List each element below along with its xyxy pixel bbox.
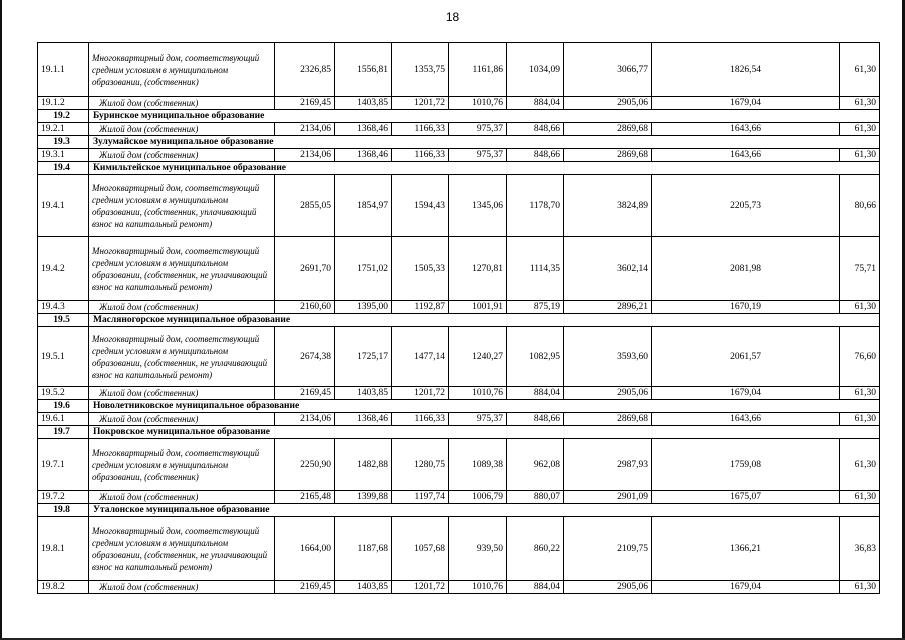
- table-row: [38, 491, 880, 504]
- table-row: [38, 581, 880, 594]
- value-cell-2: 1725,17: [335, 327, 392, 387]
- section-code: 19.5: [38, 314, 89, 327]
- value-cell-3: 1192,87: [392, 301, 449, 314]
- value-cell-3: 1166,33: [392, 149, 449, 162]
- value-cell-6: 2905,06: [564, 387, 652, 400]
- value-cell-4: 1010,76: [449, 581, 507, 594]
- value-cell-8: 61,30: [840, 149, 880, 162]
- value-cell-7: 2061,57: [652, 327, 840, 387]
- value-cell-2: 1403,85: [335, 387, 392, 400]
- row-description: Многоквартирный дом, соответствующий средним условиям в муниципальном образовании, (собственник): [89, 43, 275, 97]
- value-cell-6: 2869,68: [564, 413, 652, 426]
- table-row: [38, 413, 880, 426]
- section-code: 19.6: [38, 400, 89, 413]
- value-cell-8: 61,30: [840, 387, 880, 400]
- value-cell-6: 3824,89: [564, 175, 652, 237]
- value-cell-2: 1403,85: [335, 581, 392, 594]
- value-cell-2: 1482,88: [335, 439, 392, 491]
- scan-left-edge: [0, 0, 2, 640]
- row-description: Жилой дом (собственник): [89, 387, 275, 400]
- row-description: Многоквартирный дом, соответствующий средним условиям в муниципальном образовании, (собственник, не уплачивающий взнос на капитальный ремонт): [89, 237, 275, 301]
- section-title: Покровское муниципальное образование: [89, 426, 880, 439]
- value-cell-1: 2134,06: [275, 413, 335, 426]
- value-cell-3: 1166,33: [392, 123, 449, 136]
- row-code: 19.8.1: [38, 517, 89, 581]
- row-code: 19.1.1: [38, 43, 89, 97]
- section-title: Масляногорское муниципальное образование: [89, 314, 880, 327]
- value-cell-4: 1006,79: [449, 491, 507, 504]
- row-description: Жилой дом (собственник): [89, 123, 275, 136]
- row-code: 19.5.1: [38, 327, 89, 387]
- row-description: Жилой дом (собственник): [89, 413, 275, 426]
- section-title: Зулумайское муниципальное образование: [89, 136, 880, 149]
- table-row: [38, 123, 880, 136]
- value-cell-2: 1368,46: [335, 123, 392, 136]
- value-cell-7: 2205,73: [652, 175, 840, 237]
- value-cell-2: 1368,46: [335, 149, 392, 162]
- row-code: 19.6.1: [38, 413, 89, 426]
- value-cell-6: 2987,93: [564, 439, 652, 491]
- value-cell-8: 61,30: [840, 301, 880, 314]
- row-code: 19.3.1: [38, 149, 89, 162]
- value-cell-2: 1403,85: [335, 97, 392, 110]
- table-row: [38, 439, 880, 491]
- section-header-row: [38, 400, 880, 413]
- section-code: 19.2: [38, 110, 89, 123]
- value-cell-5: 848,66: [507, 123, 564, 136]
- value-cell-1: 2160,60: [275, 301, 335, 314]
- value-cell-3: 1477,14: [392, 327, 449, 387]
- row-code: 19.5.2: [38, 387, 89, 400]
- value-cell-7: 1670,19: [652, 301, 840, 314]
- tariff-table-body: [38, 43, 880, 594]
- row-description: Жилой дом (собственник): [89, 491, 275, 504]
- value-cell-5: 1114,35: [507, 237, 564, 301]
- section-header-row: [38, 136, 880, 149]
- row-code: 19.7.2: [38, 491, 89, 504]
- value-cell-7: 1759,08: [652, 439, 840, 491]
- value-cell-5: 1178,70: [507, 175, 564, 237]
- value-cell-8: 76,60: [840, 327, 880, 387]
- table-row: [38, 327, 880, 387]
- value-cell-1: 2250,90: [275, 439, 335, 491]
- value-cell-3: 1353,75: [392, 43, 449, 97]
- value-cell-3: 1197,74: [392, 491, 449, 504]
- row-code: 19.1.2: [38, 97, 89, 110]
- value-cell-6: 2109,75: [564, 517, 652, 581]
- value-cell-4: 1161,86: [449, 43, 507, 97]
- table-row: [38, 43, 880, 97]
- value-cell-3: 1057,68: [392, 517, 449, 581]
- row-code: 19.4.2: [38, 237, 89, 301]
- value-cell-5: 884,04: [507, 581, 564, 594]
- value-cell-8: 61,30: [840, 97, 880, 110]
- table-row: [38, 149, 880, 162]
- row-description: Жилой дом (собственник): [89, 149, 275, 162]
- value-cell-1: 2326,85: [275, 43, 335, 97]
- value-cell-5: 962,08: [507, 439, 564, 491]
- value-cell-6: 3602,14: [564, 237, 652, 301]
- section-code: 19.7: [38, 426, 89, 439]
- value-cell-5: 880,07: [507, 491, 564, 504]
- row-description: Жилой дом (собственник): [89, 97, 275, 110]
- value-cell-6: 3066,77: [564, 43, 652, 97]
- value-cell-6: 2901,09: [564, 491, 652, 504]
- row-code: 19.4.1: [38, 175, 89, 237]
- value-cell-1: 2674,38: [275, 327, 335, 387]
- section-code: 19.8: [38, 504, 89, 517]
- value-cell-5: 1034,09: [507, 43, 564, 97]
- value-cell-8: 61,30: [840, 123, 880, 136]
- value-cell-6: 3593,60: [564, 327, 652, 387]
- table-row: [38, 237, 880, 301]
- value-cell-1: 2169,45: [275, 581, 335, 594]
- value-cell-3: 1166,33: [392, 413, 449, 426]
- value-cell-7: 1366,21: [652, 517, 840, 581]
- value-cell-7: 1679,04: [652, 387, 840, 400]
- value-cell-6: 2905,06: [564, 97, 652, 110]
- row-description: Многоквартирный дом, соответствующий средним условиям в муниципальном образовании, (собственник, не уплачивающий взнос на капитальный ремонт): [89, 327, 275, 387]
- value-cell-1: 2169,45: [275, 97, 335, 110]
- section-header-row: [38, 110, 880, 123]
- section-title: Кимильтейское муниципальное образование: [89, 162, 880, 175]
- value-cell-1: 2691,70: [275, 237, 335, 301]
- value-cell-5: 860,22: [507, 517, 564, 581]
- value-cell-7: 1643,66: [652, 413, 840, 426]
- row-code: 19.2.1: [38, 123, 89, 136]
- value-cell-8: 61,30: [840, 43, 880, 97]
- value-cell-7: 1679,04: [652, 97, 840, 110]
- value-cell-5: 884,04: [507, 97, 564, 110]
- section-header-row: [38, 504, 880, 517]
- value-cell-8: 61,30: [840, 491, 880, 504]
- value-cell-2: 1751,02: [335, 237, 392, 301]
- value-cell-7: 2081,98: [652, 237, 840, 301]
- table-row: [38, 175, 880, 237]
- section-title: Уталонское муниципальное образование: [89, 504, 880, 517]
- value-cell-8: 36,83: [840, 517, 880, 581]
- value-cell-7: 1675,07: [652, 491, 840, 504]
- section-header-row: [38, 426, 880, 439]
- value-cell-4: 1001,91: [449, 301, 507, 314]
- table-row: [38, 301, 880, 314]
- value-cell-4: 939,50: [449, 517, 507, 581]
- value-cell-4: 1010,76: [449, 97, 507, 110]
- section-header-row: [38, 162, 880, 175]
- value-cell-6: 2869,68: [564, 149, 652, 162]
- value-cell-1: 2165,48: [275, 491, 335, 504]
- value-cell-4: 1240,27: [449, 327, 507, 387]
- value-cell-8: 61,30: [840, 439, 880, 491]
- value-cell-1: 2134,06: [275, 123, 335, 136]
- value-cell-4: 1010,76: [449, 387, 507, 400]
- value-cell-6: 2869,68: [564, 123, 652, 136]
- value-cell-2: 1399,88: [335, 491, 392, 504]
- section-title: Буринское муниципальное образование: [89, 110, 880, 123]
- row-description: Многоквартирный дом, соответствующий средним условиям в муниципальном образовании, (собственник, не уплачивающий взнос на капитальный ремонт): [89, 517, 275, 581]
- value-cell-7: 1643,66: [652, 123, 840, 136]
- value-cell-7: 1679,04: [652, 581, 840, 594]
- value-cell-3: 1280,75: [392, 439, 449, 491]
- value-cell-8: 61,30: [840, 581, 880, 594]
- page-number: 18: [445, 10, 460, 24]
- value-cell-4: 1089,38: [449, 439, 507, 491]
- value-cell-5: 848,66: [507, 413, 564, 426]
- value-cell-4: 975,37: [449, 123, 507, 136]
- row-description: Жилой дом (собственник): [89, 581, 275, 594]
- value-cell-2: 1395,00: [335, 301, 392, 314]
- value-cell-1: 2134,06: [275, 149, 335, 162]
- value-cell-8: 61,30: [840, 413, 880, 426]
- row-description: Многоквартирный дом, соответствующий средним условиям в муниципальном образовании, (собственник): [89, 439, 275, 491]
- value-cell-6: 2896,21: [564, 301, 652, 314]
- value-cell-3: 1201,72: [392, 97, 449, 110]
- value-cell-8: 80,66: [840, 175, 880, 237]
- value-cell-3: 1594,43: [392, 175, 449, 237]
- value-cell-7: 1826,54: [652, 43, 840, 97]
- section-title: Новолетниковское муниципальное образование: [89, 400, 880, 413]
- value-cell-1: 2855,05: [275, 175, 335, 237]
- row-code: 19.7.1: [38, 439, 89, 491]
- row-code: 19.8.2: [38, 581, 89, 594]
- value-cell-5: 875,19: [507, 301, 564, 314]
- value-cell-4: 1270,81: [449, 237, 507, 301]
- row-description: Жилой дом (собственник): [89, 301, 275, 314]
- value-cell-3: 1201,72: [392, 387, 449, 400]
- section-code: 19.4: [38, 162, 89, 175]
- value-cell-6: 2905,06: [564, 581, 652, 594]
- value-cell-2: 1556,81: [335, 43, 392, 97]
- section-code: 19.3: [38, 136, 89, 149]
- value-cell-4: 975,37: [449, 413, 507, 426]
- value-cell-4: 975,37: [449, 149, 507, 162]
- table-row: [38, 97, 880, 110]
- table-row: [38, 517, 880, 581]
- value-cell-1: 1664,00: [275, 517, 335, 581]
- value-cell-5: 848,66: [507, 149, 564, 162]
- row-description: Многоквартирный дом, соответствующий средним условиям в муниципальном образовании, (собственник, уплачивающий взнос на капитальный ремонт): [89, 175, 275, 237]
- value-cell-2: 1187,68: [335, 517, 392, 581]
- row-code: 19.4.3: [38, 301, 89, 314]
- table-row: [38, 387, 880, 400]
- value-cell-7: 1643,66: [652, 149, 840, 162]
- value-cell-4: 1345,06: [449, 175, 507, 237]
- value-cell-2: 1854,97: [335, 175, 392, 237]
- value-cell-5: 884,04: [507, 387, 564, 400]
- value-cell-2: 1368,46: [335, 413, 392, 426]
- value-cell-1: 2169,45: [275, 387, 335, 400]
- tariff-table: [37, 42, 880, 594]
- value-cell-5: 1082,95: [507, 327, 564, 387]
- section-header-row: [38, 314, 880, 327]
- value-cell-3: 1505,33: [392, 237, 449, 301]
- value-cell-3: 1201,72: [392, 581, 449, 594]
- value-cell-8: 75,71: [840, 237, 880, 301]
